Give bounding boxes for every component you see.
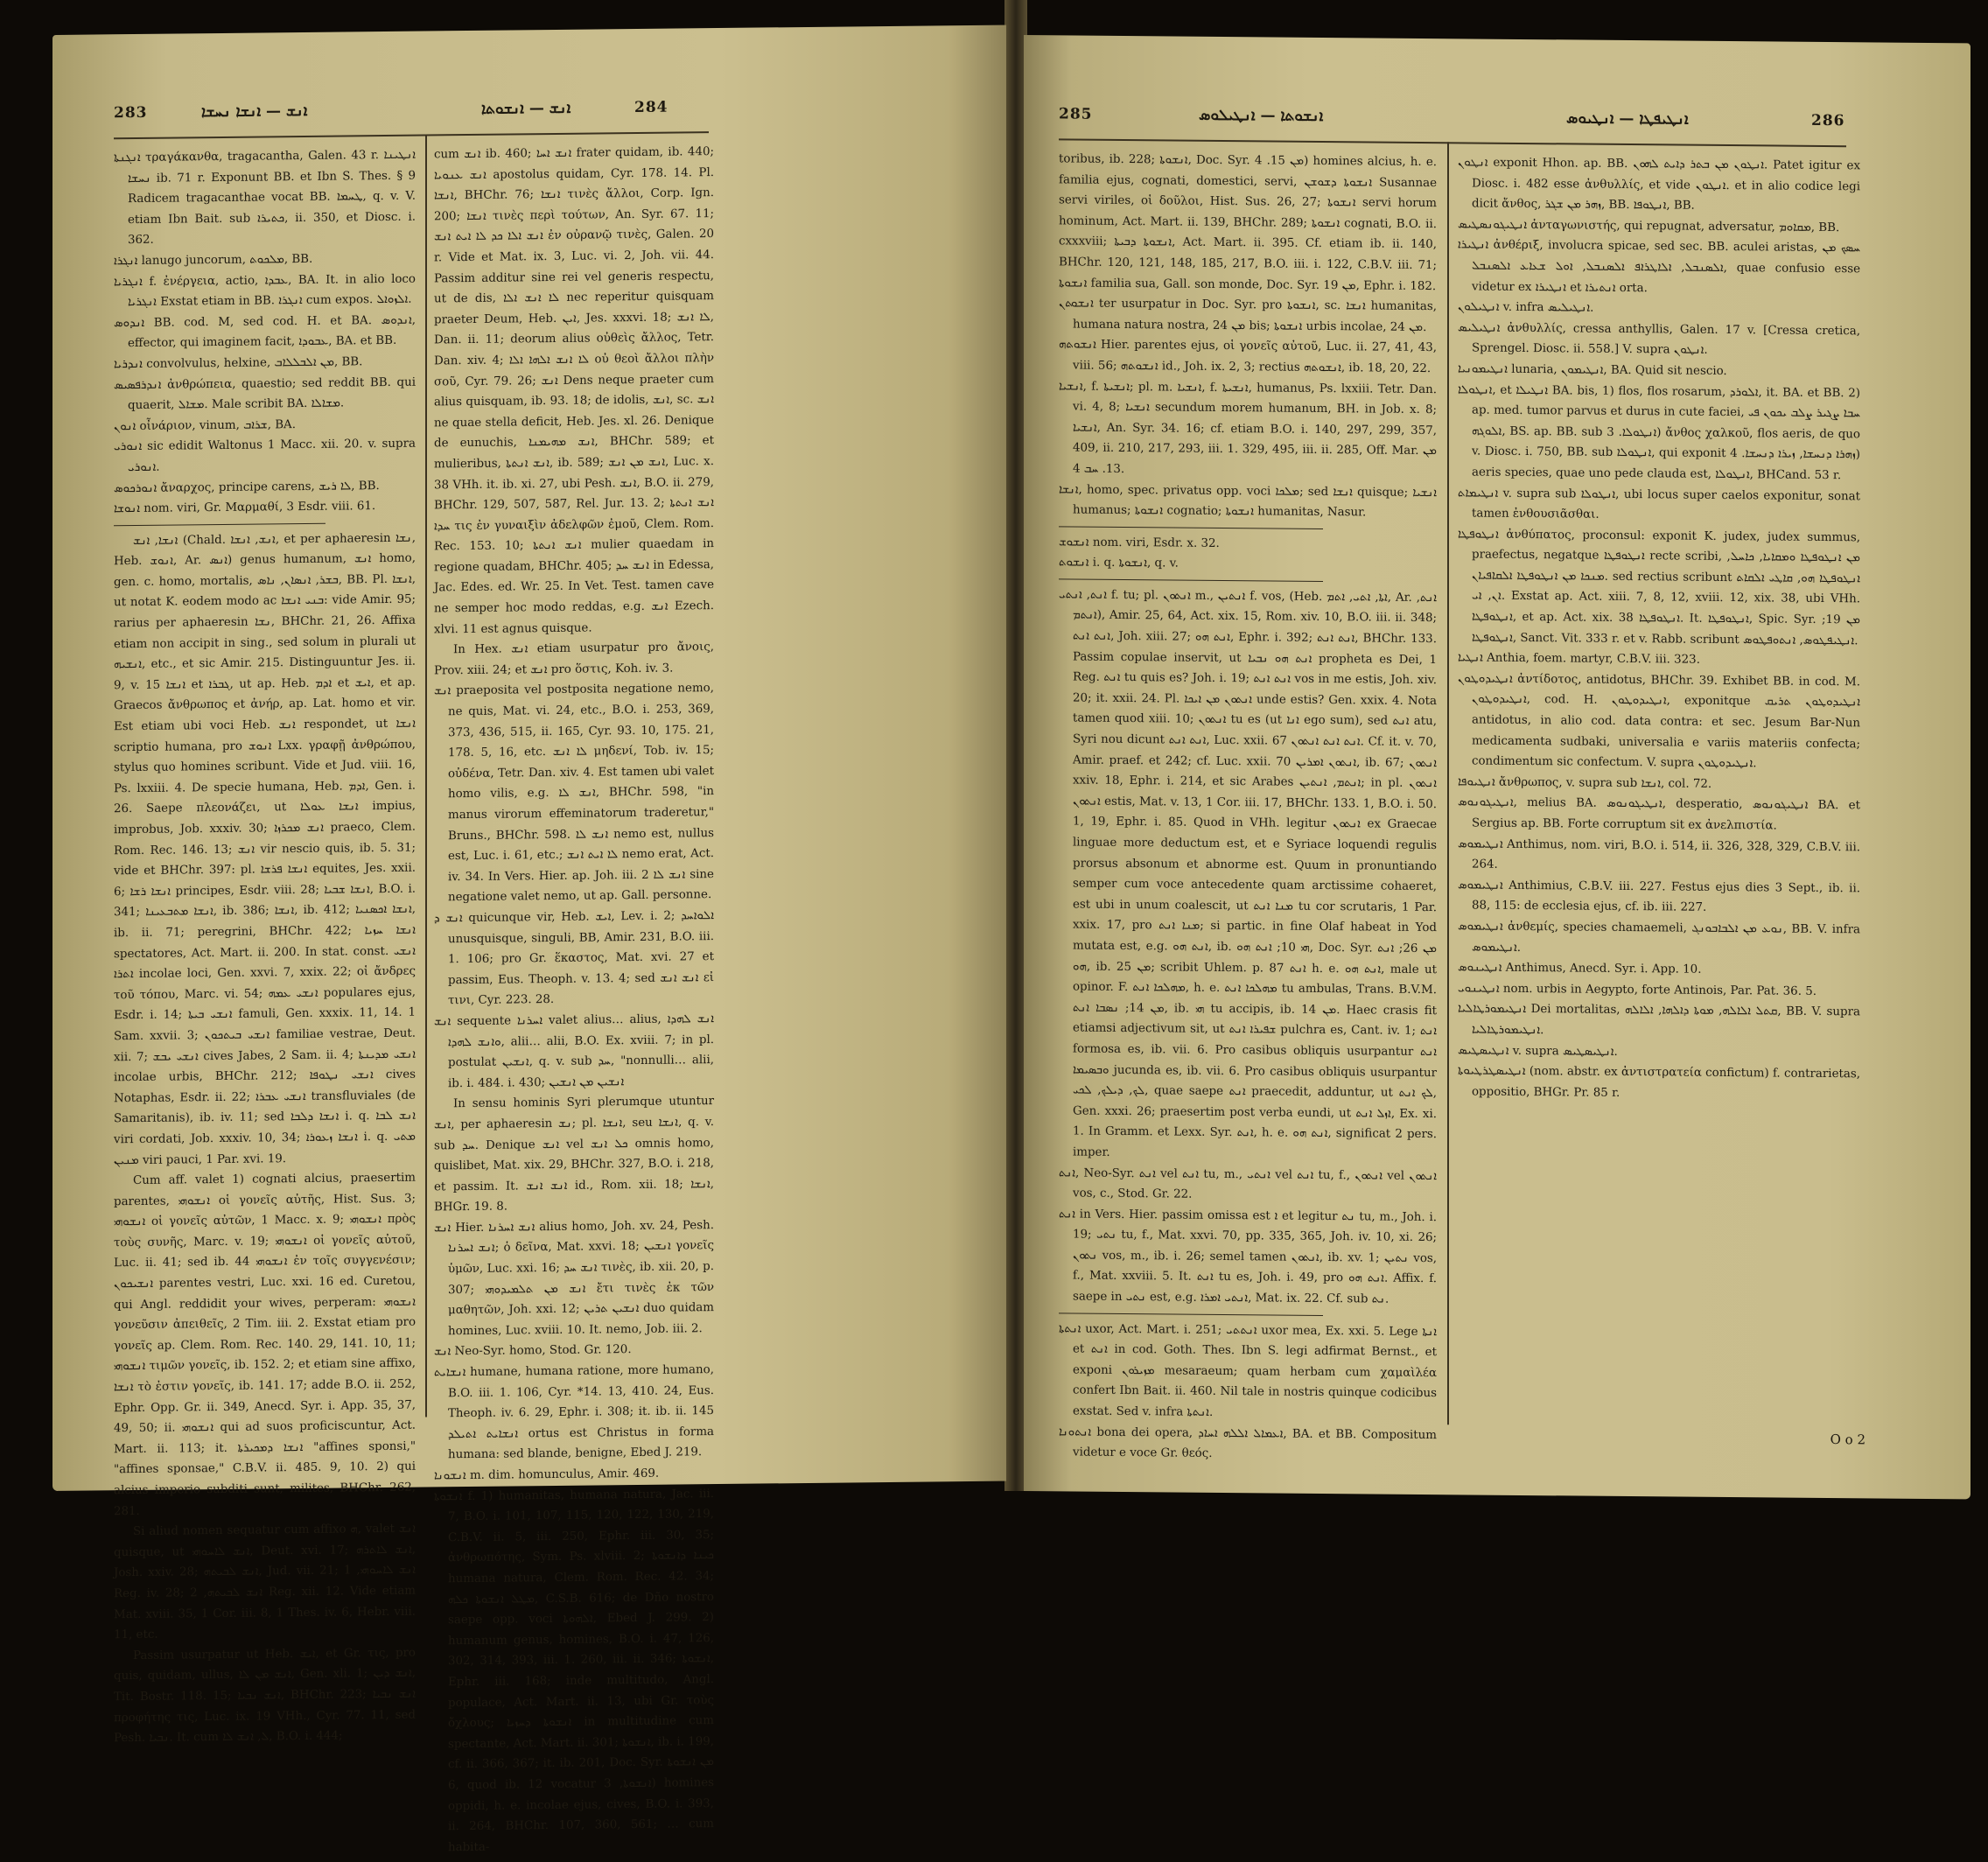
entry: ܐܢܘܢ οἶνάριον, vinum, ܫܪܐܒ, BA. [114,417,296,433]
right-page [1024,35,1970,1499]
right-running-head [1024,96,1970,139]
entry: ܐܢܓܪܝܐ f. ἐνέργεια, actio, ܥܒܕܐ, BA. It. in alio loco ܐܢܓܪܝܐ Exstat etiam in BB. ܐܢܓܪܐ cum expos. ܐܠܙܘܐܠ. [114,272,416,310]
entry: ܐܢܓܢܬܐ τραγάκανθα, tragacantha, Galen. 43 r. ܐܢܛܝܢܐ ܢܚܫܐ ib. 71 r. Exponunt BB. et Ibn S. Thes. § 9 Radicem tragacanthae vocat BB. ܛܚܡܐ, q. v. V. etiam Ibn Bait. sub ܟܬܝܪܐ, ii. 350, et Diosc. i. 362. [114,148,416,248]
entry: ܐܢܛܝܠܘܢ v. infra ܐܢܛܝܠܝܣ. [1458,300,1594,315]
column-283 [114,145,416,1746]
section-separator [1059,1312,1323,1316]
entry: ܐܢܛܝܡܘܣ Anthimius, C.B.V. iii. 227. Festus ejus dies 3 Sept., ib. ii. 88, 115: de ecclesia ejus, cf. ib. iii. 227. [1458,878,1860,915]
entry: ܐܢܛܝܡܘܢܝܐ lunaria, ܐܢܛܝܡܘܢ, BA. Quid sit nescio. [1458,362,1727,378]
entry: Cum aff. valet 1) cognati alcius, praesertim parentes, ܐܢܫܘܗܝ οἱ γονεῖς αὐτῆς, Hist. Sus. 3; ܐܢܫܘܗܝ οἱ γονεῖς αὐτῶν, 1 Macc. x. 9; ܐܢܫܘܗܝ πρὸς τοὺς συνῆς, Marc. v. 19; ܐܢܫܘܗܝ οἱ γονεῖς αὐτοῦ, Luc. ii. 41; sed ib. 44 ܐܢܫܘܗܝ ἐν τοῖς συγγενέσιν; ܐܢܫܝܟܘܢ parentes vestri, Luc. xxi. 16 ed. Curetou, qui Angl. reddidit your wives, perperam: ܐܢܫܘܗܝ γονεῦσιν ἀπειθεῖς, 2 Tim. iii. 2. Exstat etiam pro γονεῖς ap. Clem. Rom. Rec. 140. 29, 141. 10, 11; ܐܢܫܘܗܝ τιμῶν γονεῖς, ib. 152. 2; et etiam sine affixo, ܐܢܫܐ τὸ ἐστιν γονεῖς, ib. 141. 17; adde B.O. ii. 252, Ephr. Opp. Gr. ii. 349, Anecd. Syr. i. App. 35, 37, 49, 50; ii. ܐܢܫܘܗܝ qui ad suos proficiscuntur, Act. Mart. ii. 113; it. ܐܢܫܐ ܕܡܟܝܪܬܐ "affines sponsi," "affines sponsae," C.B.V. ii. 485. 9, 10. 2) qui alcius imperio subditi sunt, milites, BHChr. 262, 281. [114,1171,416,1518]
right-head-rule [1059,138,1846,147]
entry: ܐܢܫܐܝܬ humane, humana ratione, more humano, B.O. iii. 1. 106, Cyr. *14. 13, 410. 24, Eus. Theoph. iv. 6. 29, Ephr. i. 308; it. ib. ii. 145 ܐܢܫܐܝܬ ܐܬܝܠܕ ortus est Christus in forma humana: sed blande, benigne, Ebed J. 219. [434,1363,715,1462]
section-separator [1059,526,1323,529]
entry: ܐܢܛܝܡܘܣ ἀνθεμίς, species chamaemeli, ܢܘܥ ܡܢ ܐܠܒܐܒܘܢܓ, BB. V. infra ܐܢܛܝܡܘܣ. [1458,920,1861,955]
page-number-284: 284 [634,98,668,117]
entry: ܐܢܘܫܐ nom. viri, Gr. Μαρμαθί, 3 Esdr. viii. 61. [114,500,376,516]
entry: ܐܢܛܝܠܝܣ ἀνθυλλίς, cressa anthyllis, Galen. 17 v. [Cressa cretica, Sprengel. Diosc. ii. 558.] V. supra ܐܢܛܘܢ. [1458,321,1860,358]
running-head-286: ܐܢܛܝܦܛܐ — ܐܢܛܝܘܣ [1566,109,1689,129]
entry: ܐܢܫܝܐ, f. ܐܢܫܝܬܐ; pl. m. ܐܢܫܝܐ, f. ܐܢܫܝܬܐ, humanus, Ps. lxxiii. Tetr. Dan. vi. 4, 8; ܐܢܫܝܐ secundum morem humanum, BH. in Job. x. 8; ܐܢܫܝܐ, An. Syr. 34. 16; cf. etiam B.O. i. 140, 297, 299, 357, 409, ii. 210, 217, 293, iii. 1. 329, 495, iii. ii. 285, Off. Mar. ܡܢ 13. ܚܒ 4. [1059,379,1437,476]
entry: ܐܢܫܘܬܗ Hier. parentes ejus, οἱ γονεῖς αὐτοῦ, Luc. ii. 27, 41, 43, viii. 56; ܐܢܫܘܬܗ id., Joh. ix. 2, 3; rectius ܐܢܫܘܬܗ, ib. 18, 20, 22. [1059,338,1437,375]
entry: ܐܢܛܝܡܘܪܛܐܠܝܐ Dei mortalitas, ܩܬܠ ܐܠܐܠܗ, ܡܘܬܐ ܕܐܠܗܐ, ܐܠܐܠܗ, BB. V. supra ܐܢܛܝܡܘܪܛܐܠܝܐ. [1458,1002,1861,1038]
left-head-rule [114,131,709,139]
entry: ܐܢܫܘܫ nom. viri, Esdr. x. 32. [1059,536,1220,550]
entry: ܐܢܛܝܘܦܐ ἄνθρωπος, v. supra sub ܐܢܫܐ, col. 72. [1458,775,1712,791]
entry: ܐܢܕܪܦܣܝܣ ἀνθρώπεια, quaestio; sed reddit BB. qui quaerit, ܡܫܐܠ. Male scribit BA. ܡܫܐܠܐ. [114,375,416,413]
right-column-rule [1447,142,1449,1424]
entry: ܐܢܫ praeposita vel postposita negatione nemo, ne quis, Mat. vi. 24, etc., B.O. i. 253, 369, 373, 436, 515, ii. 165, Cyr. 93. 10, 175. 21, 178. 5, 16, etc. ܠܐ ܐܢܫ μηδενί, Tob. iv. 15; οὐδένα, Tetr. Dan. xiv. 4. Est tamen ubi valet homo vilis, e.g. ܐܢܫ ܠܐ, BHChr. 598, "in manus virorum effeminatorum traderetur," Bruns., BHChr. 598. ܐܢܫ ܠܐ nemo est, nullus est, Luc. i. 61, etc.; ܠܐ ܐܝܬ ܐܢܫ nemo erat, Act. iv. 34. In Vers. Hier. ap. Joh. iii. 2 ܐܢܫ ܠܐ sine negatione valet nemo, ut ap. Gall. personne. [434,682,714,905]
section-separator [114,522,326,526]
entry: ܐܢܬ, Neo-Syr. ܐܢܬ vel ܐܢܬ tu, m., ܐܢܬܝ vel ܐܢܬ tu, f., ܐܢܬܘܢ vel ܐܢܬܘܢ vos, c., Stod. Gr. 22. [1059,1166,1438,1201]
entry: Si aliud nomen sequatur cum affixo ܗ, valet ܐܢܫ quisque, ut ܐܢܫ ܠܐܚܘܗܝ, Deut. xvi. 17; ܐܢܫ ܠܐܬܪܗ, Josh. xxiv. 28; ܐܢܫ ܠܒܝܬܗ, Jud. vii. 21; ܐܢܫ ܠܐܚܘܗܝ, 1 Reg. iv. 28; ܐܢܫ ܠܒܝܬܗ, 2 Reg. xii. 12. Vide etiam Mat. xviii. 35, 1 Cor. iii. 8, 1 Thes. iv. 6, Hebr. viii. 11, etc. [114,1522,416,1642]
running-head-283: ܐܢܫ — ܐܢܫܐ ܢܚܫܐ [201,102,308,122]
entry: ܐܢܛܝܐ Anthia, foem. martyr, C.B.V. iii. 323. [1458,651,1700,667]
entry: ܐܢܫܘܬܐ f. 1) humanitas, humana natura, Jac. iii. 7, B.O. i. 101, 107, 115, 120, 122, 130, 219, C.B.V. ii. 5, iii. 250, Ephr. iii. 30, 35; ἀνθρωπότης, Sym. Ps. xlviii. 2; ܟܝܢܐ ܕܐܢܫܘܬܐ humana natura, Clem. Rom. Rec. 42. 34; ܡܛܠ ܐܢܫܘܬܐ ܟܠܗ, C.S.B. 616; de Dño nostro saepe opp. voci ܐܠܗܘܬܐ, Ebed J. 299. 2) humanum genus, homines, B.O. i. 47, 126, 302, 314, 393, iii. 1. 260, iii. ii. 346; ܐܢܫܘܬܐ, Ephr. iii. 168; inde multitudo, Angl. populace, Act. Mart. ii. 13, ubi Gr. τοὺς ὄχλους; ܐܢܫܘܬܐ ܕܚܙܝܐ in multitudine cum spectante, Act. Mart. ii. 301; ܐܢܫܘܬܐ, ib. i. 199, cf. ii. 366, 367; it. ib. 201, Doc. Syr. ܡܢ ܐܢܫܘܬܐ 6, quod ib. 12 vocatur ܐܢܫܘܬܐ, 3) homines oppidi, h. e. incolae ejus, cives, B.O. i. 393, ii. 264, BHChr. 107, 360, 561; … cum habita- [434,1487,715,1854]
running-head-285: ܐܢܫܘܬܐ — ܐܢܛܝܠܘܣ [1199,106,1324,125]
column-285 [1059,149,1438,1461]
column-284 [434,142,715,1854]
entry: cum ܐܢܫ ib. 460; ܐܢܫ ܐܚܐ frater quidam, ib. 440; ܐܢܫ ܥܢܘܝܐ apostolus quidam, Cyr. 178. 14. Pl. ܐܢܫܐ, BHChr. 76; ܐܢܫܐ τινὲς ἄλλοι, Corp. Ign. 200; ܐܢܫܐ τινὲς περὶ τούτων, An. Syr. 67. 11; ܐܢܫ ܐܠܐ ܟܕ ܠܐ ܐܝܬ ܐܢܫ ἐν οὐρανῷ τινὲς, Galen. 20 r. Vide et Mat. ix. 3, Luc. vi. 2, Joh. vii. 44. Passim additur sine rei vel generis respectu, ut de dis, ܠܐ ܐܢܫ ܐܠܐ nec reperitur quisquam praeter Deum, Heb. ܐܝܢ, Jes. xxxvi. 18; ܠܐ ܐܢܫ, Dan. ii. 11; deorum alius οὐθεὶς ἄλλος, Tetr. Dan. xiv. 4; ܠܐ ܐܢܫ ܐܠܗܐ ܐܠܐ οὐ θεοὶ ἄλλοι πλὴν σοῦ, Cyr. 79. 26; ܐܢܫ Dens neque praeter cum alius quisquam, ib. 93. 18; de idolis, ܐܢܫ, sc. ܐܢܫ ne quae stella deficit, Heb. Jes. xl. 26. Denique de eunuchis, ܐܢܫ ܡܗܝܡܢܐ, BHChr. 589; et mulieribus, ܐܢܫ ܐܢܬܬܐ, ib. 589; ܐܢܫ ܡܢ ܐܢܫ, Luc. x. 38 VHh. it. ib. xi. 27, ubi Pesh. ܐܢܫ, B.O. ii. 279, BHChr. 129, 507, 587, Rel. Jur. 13. 2; ܐܢܫ ܐܢܬܬܐ ܚܕܐ τις ἐν γυναιξὶν ἀδελφῶν ἐμοῦ, Clem. Rom. Rec. 153. 10; ܐܢܫ ܐܢܬܬܐ mulier quaedam in regione quadam, BHChr. 405; ܐܢܫ ܚܕ in Edessa, Jac. Edes. ed. Wr. 25. In Vet. Test. tamen cave ne semper hoc modo reddas, e.g. ܐܢܫ Ezech. xlvi. 11 est agnus quisque. [434,145,715,637]
entry: toribus, ib. 228; ܐܢܫܘܬܐ, Doc. Syr. ܡܢ 15. 4) homines alcius, h. e. familia ejus, cognati, domestici, servi, ܐܢܫܘܬܐ ܕܫܘܫܢ Susannae servi viriles, οἱ δοῦλοι, Hist. Sus. 26, 27; ܐܢܫܘܬܐ servi horum hominum, Act. Mart. ii. 139, BHChr. 289; ܐܢܫܘܬܐ cognati, B.O. ii. cxxxviii; ܐܢܫܘܬܐ ܕܒܝܬܐ, Act. Mart. ii. 395. Cf. etiam ib. ii. 140, BHChr. 120, 121, 148, 185, 217, B.O. iii. i. 122, C.B.V. iii. 71; ܐܢܫܘܬܐ familia sua, Gall. son monde, Doc. Syr. ܡܢ 19, Ephr. i. 182. [1059,152,1438,293]
entry: ܐܢܛܘܠܐ, et ܐܢܛܝܠܐ BA. bis, 1) flos, flos rosarum, ܐܠܘܪܕ, it. BA. et BB. 2) ap. med. tumor parvus et durus in cute faciei, ܚܒܐ ܨܓܝܪ ܨܠܒ ܝܟܘܢ ܦܝ ܐܠܘܓܗ, BS. ap. BB. sub ܐܢܛܘܠܐ. 3) ἄνθος χαλκοῦ, flos aeris, de quo v. Diosc. i. 750, BB. sub ܐܢܛܘܠܐ, qui exponit ܙܗܪܐ ܕܢܚܫܐ, ܙܝܪܐ ܕܢܚܫܐ. 4) aeris species, quae uno pede clauda est, ܐܢܛܘܠܐ, BHCand. 53 r. [1458,382,1861,483]
entry: ܐܢܛܝܕܘܛܘܢ ἀντίδοτος, antidotus, BHChr. 39. Exhibet BB. in cod. M. ܐܢܛܝܕܘܛܘܢ, cod. H. ܐܢܛܝܕܘܛܘܢ, exponitque ܐܢܛܝܕܘܛܘܢ ܬܪܝܩ antidotus, in alio cod. data contra: et sec. Jesum Bar-Nun medicamenta sudbaki, universalia e variis materiis confecta; condimentum sic confectum. V. supra ܐܢܛܝܕܘܛܘܢ. [1458,672,1860,771]
entry: ܐܢܛܝܣܛܪܛܝܘܬܐ (nom. abstr. ex ἀντιστρατεία confictum) f. contrarietas, oppositio, BHGr. Pr. 85 r. [1458,1064,1860,1100]
entry: ܐܢܫܘܬ i. q. ܐܢܫܘܬܐ, q. v. [1059,556,1179,570]
entry: ܐܢܓܪܐ lanugo juncorum, ܡܠܟܘܬ, BB. [114,252,313,269]
entry: ܐܢܫ ܕ quicunque vir, Heb. ܐܝܫ, Lev. i. 2; ܐܠܘܐܚܕ unusquisque, singuli, BB, Amir. 231, B.O. iii. 1. 106; pro Gr. ἕκαστος, Mat. xvi. 27 et passim, Eus. Theoph. v. 13. 4; sed ܐܢܫ ܐܢܫ εἰ τινι, Cyr. 223. 28. [434,909,715,1008]
section-separator [1059,578,1323,582]
left-column-rule [425,135,427,1418]
entry: In Hex. ܐܢܫ etiam usurpatur pro ἄνοις, Prov. xiii. 24; et ܐܢܫ pro ὅστις, Koh. iv. 3. [434,640,714,678]
entry: ܐܢܛܝܡܐܬ v. supra sub ܐܢܛܘܠܐ, ubi locus super caelos exponitur, sonat tamen ἐνθουσιᾶσθαι. [1458,486,1861,522]
entry: In sensu hominis Syri plerumque utuntur ܐܢܫ, per aphaeresin ܢܫ; pl. ܐܢܫܐ, seu ܐܢܫܐ, q. v. sub ܚܕ. Denique ܐܢܫ vel ܟܠ ܐܢܫ omnis homo, quislibet, Mat. xix. 29, BHChr. 327, B.O. i. 218, et passim. It. ܐܢܫ ܐܢܫ id., Rom. xii. 18; ܐܢܫܐ, BHGr. 19. 8. [434,1095,714,1214]
entry: ܐܢܛܝܡܘܣ Anthimus, nom. viri, B.O. i. 514, ii. 326, 328, 329, C.B.V. iii. 264. [1458,836,1860,872]
entry: ܐܢܛܝܓܘܢܣܛܝܣ ἀνταγωνιστής, qui repugnat, adversatur, ܡܩܐܘܡ, BB. [1458,218,1840,234]
entry: ܐܢܛܝܢܘܣ Anthimus, Anecd. Syr. i. App. 10. [1458,961,1702,976]
entry: Passim usurpatur ut Heb. ܐܝܫ, et Gr. τις, pro quis, quidam, ullus, ܐܢܫ ܡܢ ܠܐ, Gen. xli. 1; ܐܢܫ ܕܝܢ, Tit. Bostr. 118. 15; ܐܢܫ ܢܒܝܐ, BHChr. 223; ܐܢܫ ܢܒܝܐ προφήτης τις, Luc. ix. 19 VHh., Cyr. 77. 11, sed Pesh. ܢܒܝܐ. It. cum ܠ, ܐܢܫ ܠܐ, B.O. i. 444; [114,1646,416,1746]
entry: ܐܢܬܘܢܐ bona dei opera, ܐܥܡܐܠ ܐܠܠܗ ܐܚܐܕ, BA. et BB. Compositum videtur e voce Gr. θεός. [1059,1424,1438,1461]
entry: ܐܢܫܐ, ܐܢܫ (Chald. ܐܢܫ, ܐܢܫܐ, et per aphaeresin ܢܫܐ, Heb. ܐܢܘܫ, Ar. ܐܢܣ) genus humanum, ܐܢܫ homo, gen. c. homo, mortalis, ܒܫܪ, ܐܢܣܐܢ, ܢܐܣ, BB. Pl. ܐܢܫܐ, ut notat K. eodem modo ac ܒܢܝ ܐܢܫܐ: vide Amir. 95; rarius per aphaeresin ܢܫܐ, BHChr. 21, 26. Affixa etiam non accipit in sing., sed solum in plurali ut ܐܢܫܝܗ, etc., et sic Amir. 215. Distinguuntur Jes. ii. 9, v. 15 ܐܢܫܐ et ܓܒܪܐ, ut ap. Heb. ܐܕܡ et ܐܝܫ, et ap. Graecos ἄνθρωπος et ἀνήρ, ap. Lat. homo et vir. Est etiam ubi voci Heb. ܐܢܫ respondet, ut ܐܢܫܐ scriptio humana, pro ܐܢܘܫ Lxx. γραφῇ ἀνθρώπου, stylus quo homines scribunt. Vide et Jud. viii. 16, Ps. lxxiii. 4. De specie humana, Heb. ܐܕܡ, Gen. i. 26. Saepe πλεονάζει, ut ܐܢܫܐ ܥܘܠܐ impius, improbus, Job. xxxiv. 30; ܐܢܫ ܡܟܪܙܐ praeco, Clem. Rom. Rec. 146. 13; ܐܢܫ vir nescio quis, ib. 5. 31; vide et BHChr. 397: pl. ܐܢܫܐ ܦܪܫܐ equites, Jes. xxii. 6; ܐܢܫܐ ܪܫܐ principes, Esdr. viii. 28; ܐܢܫܐ ܫܒܝܐ, B.O. i. 341; ܐܢܫܐ ܡܬܒܥܝܢܐ, ib. 386; ܐܢܫܐ, ib. 412; ܐܢܫܐ ܐܟܣܢܝܐ, ib. ii. 71; peregrini, BHChr. 422; ܐܢܫܐ ܚܙܝܐ spectatores, Act. Mart. ii. 200. In stat. const. ܐܢܫܝ ܐܬܪܐ incolae loci, Gen. xxvi. 7, xxix. 22; οἱ ἄνδρες τοῦ τόπου, Marc. vi. 54; ܐܢܫܝ ܥܡܗ populares ejus, Esdr. i. 14; ܐܢܫܝ ܒܝܬܐ famuli, Gen. xxxix. 11, 14. 1 Sam. xxvii. 3; ܐܢܫܝ ܒܝܬܟܘܢ familiae vestrae, Deut. xii. 7; ܐܢܫܝ ܝܒܫ cives Jabes, 2 Sam. ii. 4; ܐܢܫܝ ܡܕܝܢܬܐ incolae urbis, BHChr. 212; ܐܢܫܝ ܢܛܘܦܐ cives Notaphas, Esdr. ii. 22; ܐܢܫܝ ܥܒܪܐ transfluviales (de Samaritanis), ib. iv. 11; sed ܐܢܫܐ ܕܠܒܐ i. q. ܐܢܫ ܠܒܐ viri cordati, Job. xxxiv. 10, 34; ܐܢܫܐ ܙܥܘܪܐ i. q. ܡܬܝ ܡܢܝܢ viri pauci, 1 Par. xvi. 19. [114,531,416,1167]
entry: ܐܢܬ, ܐܢܬܝ f. tu; pl. ܐܢܬܘܢ m., ܐܢܬܝܢ f. vos, (Heb. ܐܬܐ, ܐܬܝ, ܐܬܡ, Ar. ܐܢܬ, ܐܢܬܡ), Amir. 25, 64, Act. xix. 15, Rom. xiv. 10, B.O. iii. ii. 348; ܐܢܬ ܐܢܬ, Joh. xiii. 27; ܐܢܬ ܗܘ, Ephr. i. 392; ܐܢܬ ܐܢܬ, BHChr. 133. Passim copulae inservit, ut ܐܢܬ ܗܘ ܢܒܝܐ propheta es Dei, 1 Reg. ܐܢܬ tu quis es? Joh. i. 19; ܐܢܬ ܐܢܬ vos in me estis, Joh. xiv. 20; it. xxii. 24. Pl. ܐܢܬܘܢ ܡܢ ܐܝܟܐ unde estis? Gen. xxix. 4. Nota tamen quod xiii. 10; ܐܢܬܘܢ tu es (ut ܐܢܐ ego sum), sed ܐܢܬ atu, Syri nou dicunt ܐܢܬ ܐܢܬ, Luc. xxii. 67 ܐܢܬ ܐܢܬ ܐܢܬܘܢ. Cf. it. v. 70, Amir. praef. et 242; cf. Luc. xxii. 70 ܐܢܬܘܢ ܐܡܪܝܢ, ib. 67; ܐܢܬܘܢ xxiv. 18, Ephr. i. 214, et sic Arabes ܐܢܬܡ, ܐܢܬܝܢ; in pl. ܐܢܬܘܢ ܐܢܬܘܢ estis, Mat. v. 13, 1 Cor. iii. 17, BHChr. 133. 1, B.O. i. 50. 1, 19, Ephr. i. 85. Quod in VHh. legitur ܐܢܬܘܢ ex Graecae linguae more deductum est, et e Syriace loquendi regulis prorsus absonum et abnorme est. Quum in pronuntiando semper cum voce antecedente quam arctissime cohaeret, est ubi in unum coalescit, ut ܡܢܐ ܐܢܬ tu cor scrutaris, 1 Par. xxix. 17, pro ܡܢܐ ܐܢܬ; si partic. in fine Olaf habeat in Yod mutata est, e.g. ܐܢܬ ܗܘ, ib. ܗܝ 10; ܐܢܬ ܗܘ, Doc. Syr. ܡܢ 26; ܐܢܬ ܗܘ, ib. ܡܢ 25; scribit Uhlem. p. 87 ܐܢܬ h. e. ܐܢܬ ܗܘ, male ut opinor. F. ܡܗܠܟܐ ܐܢܬ, h. e. ܡܗܠܟܐ ܐܢܬ tu ambulas, Trans. B.V.M. ܡܢ 14; ܢܣܒܐ ܐܢܬ, ib. ܗܝ tu accipis, ib. ܡܢ 14. Haec crasis fit etiamsi adjectivum sit, ut ܫܦܝܪܐ ܐܢܬ pulchra es, Cant. iv. 1; ܐܢܬ formosa es, ib. vii. 6. Pro casibus obliquis usurpantur ܐܢܬ ܘܒܣܝܡܐ jucunda es, ib. vii. 6. Pro casibus obliquis usurpantur ܠܟ, ܕܝܠܟ, ܠܟܝ, quae saepe ܐܢܬ praecedit, adduntur, ut ܠܟ ܐܢܬ, Gen. xxxi. 26; praesertim post verba eundi, ut ܐܙܠ ܐܢܬ, Ex. xi. 1. In Gramm. et Lexx. Syr. ܐܢܬ, h. e. ܐܢܬ ܗܘ, significat 2 pers. imper. [1059,588,1438,1159]
entry: ܐܢܕܪܝܐ convolvulus, helxine, ܡܢ ܐܠܒܠܠܐܒ, BB. [114,355,363,372]
entry: ܐܢܛܝܢܘܝ nom. urbis in Aegypto, forte Antinois, Par. Pat. 36. 5. [1458,982,1816,998]
signature-mark: O o 2 [1830,1432,1866,1448]
entry: ܐܢܘܪܟܘܣ ἄναρχος, principe carens, ܠܐ ܪܝܫ, BB. [114,479,380,495]
entry: ܐܢܫ Hier. ܐܢܫ ܐܚܪܢܐ alius homo, Joh. xv. 24, Pesh. ܐܢܫ ܐܚܪܢܐ; ὁ δεῖνα, Mat. xxvi. 18; ܐܢܫܝܢ γονεῖς ὑμῶν, Luc. xxi. 16; ܐܢܫ ܚܕ τινὲς, ib. xii. 20, p. 307; ܐܢܫ ܡܢ ܬܠܡܝܕܘܗܝ ἔτι τινὲς ἐκ τῶν μαθητῶν, Joh. xxi. 12; ܐܢܫܝܢ ܬܪܝܢ duo quidam homines, Luc. xviii. 10. It. nemo, Job. iii. 2. [434,1218,714,1339]
column-286 [1458,152,1860,1454]
entry: ܐܢܫܘܢܐ m. dim. homunculus, Amir. 469. [434,1466,660,1483]
entry: ܐܢܫ sequente ܐܚܪܢܐ valet alius… alius, ܐܢܫ ܠܗܕܐ ܘܐܢܫ ܠܗܕܐ, alii… alii, B.O. Ex. xviii. 7; in pl. postulat ܐܢܫܝܢ, q. v. sub ܚܕ, "nonnulli… alii, ib. i. 484. i. 430; ܐܢܫܝܢ ܡܢ ܐܢܫܝܢ [434,1012,714,1090]
running-head-284: ܐܢܫ — ܐܢܫܘܬܐ [481,99,571,118]
left-page [52,25,1006,1854]
entry: ܐܢܫܐ, homo, spec. privatus opp. voci ܡܠܟܐ; sed ܐܢܫܐ quisque; ܐܢܫܝܐ humanus; ܐܢܫܘܬܐ cognatio; ܐܢܫܘܬܐ humanitas, Nasur. [1059,482,1437,520]
left-running-head [52,87,1006,131]
entry: ܐܢܫ Neo-Syr. homo, Stod. Gr. 120. [434,1343,632,1359]
page-number-283: 283 [114,103,148,122]
entry: ܐܢܛܝܣܛܝܣ v. supra ܐܢܛܝܣܛܝܣ. [1458,1043,1618,1059]
entry: ܐܢܛܘܦܛܐ ἀνθύπατος, proconsul: exponit K. judex, judex summus, praefectus, negatque ܐܢܛܘܦܛܐ recte scribi, ܡܢ ܐܢܛܘܦܛܐ ܘܡܩܐܝܐ, ܟܐܚܠ, ܡܢܟܐ ܡܢ ܐܢܛܘܦܛܐ ܐܠܩܐܦܝܐܢ. sed rectius scribunt ܐܢܛܘܦܛܐ ܗܘ, ܩܐܛܝ ܐܠܩܐܬ ܐܢ, ܐܝ. Exstat ap. Act. xiii. 7, 8, 12, xviii. 12, xix. 38, ubi VHh. ܐܢܛܘܦܛܐ, et ap. Act. xix. 38 ܐܢܛܘܦܛܐ. It. ܐܢܛܘܦܛܐ, Spic. Syr. ܡܢ 19; ܐܢܛܘܦܛܐ, Sanct. Vit. 333 r. et v. Rabb. scribunt ܐܢܛܝܦܛܘܣ, ܐܢܬܘܦܛܘܣ. [1458,528,1861,648]
entry: ܐܢܬܬܐ uxor, Act. Mart. i. 251; ܐܢܬܬܝ uxor mea, Ex. xxi. 5. Lege ܐܢܬܐ et ܐܢܬ in cod. Goth. Thes. Ibn S. legi adfirmat Bernst., et exponi ܡܙܝܪܘܢ mesaraeum; quam herbam cum χαμαὶλέα confert Ibn Bait. ii. 460. Nil tale in nostris quinque codicibus exstat. Sed v. infra ܐܢܬܬܐ. [1059,1322,1438,1419]
entry: ܐܢܛܝܪܐ ἀνθέριξ, involucra spicae, sed sec. BB. aculei aristas, ܚܣܟ ܡܢ ܐܠܣܢܒܠ, ܐܠܐܛܪܐܦ ܐܠܣܢܒܠ, ܐܘܠ ܫܥܐܥ ܐܠܣܢܒܠ, quae confusio esse videtur ex ܐܢܛܝܪܐ et ܐܢܬܝܪܐ orta. [1458,238,1860,295]
page-number-285: 285 [1059,105,1093,123]
entry: ܐܢܕܘܣ BB. cod. M, sed cod. H. et BA. ܐܢܕܘܣ, effector, qui imaginem facit, ܥܒܘܕܐ, BA. et BB. [114,313,416,351]
entry: ܐܢܘܪܝ sic edidit Waltonus 1 Macc. xii. 20. v. supra ܐܢܘܪܝ. [114,437,416,475]
entry: ܐܢܛܘܢ exponit Hhon. ap. BB. ܐܢܛܘܢ ܡܢ ܒܬܪ ܕܐܝܬ ܠܗܘܢ. Patet igitur ex Diosc. i. 482 esse ἀνθυλλίς, et vide ܐܢܛܘܢ. et in alio codice legi dicit ἄνθος, ܙܗܪ ܡܢ ܫܓܪ, BB. ܐܢܛܘܦܐ, BB. [1458,156,1860,213]
page-number-286: 286 [1811,111,1845,130]
entry: ܐܢܬ in Vers. Hier. passim omissa est ܐ et legitur ܢܬ tu, m., Joh. i. 19; ܢܬܝ tu, f., Mat. xxvi. 70, pp. 335, 365, Joh. iv. 10, xi. 26; ܢܬܘܢ vos, m., ib. i. 26; semel tamen ܐܢܬܘܢ, ib. xv. 1; ܢܬܝܢ vos, f., Mat. xxviii. 5. It. ܐܢܬ tu es, Joh. i. 49, pro ܐܢܬ ܗܘ. Affix. f. saepe in ܢܬܝ est, e.g. ܐܢܬܝ ܐܡܪܐ, Mat. ix. 22. Cf. sub ܢܬ. [1059,1208,1438,1306]
entry: ܐܢܛܝܓܘܢܘܣ, melius BA. ܐܢܛܝܓܘܢܘܣ, desperatio, ܐܢܛܝܓܘܢܘܣ BA. et Sergius ap. BB. Forte corruptum sit ex ἀνελπιστία. [1458,795,1860,833]
entry: ܐܢܫܘܬܢ ter usurpatur in Doc. Syr. pro ܐܢܫܘܬܐ, sc. ܐܢܫܐ humanitas, humana natura nostra, ܡܢ 24 bis; ܐܢܫܘܬܐ urbis incolae, ܡܢ 24. [1059,297,1437,334]
